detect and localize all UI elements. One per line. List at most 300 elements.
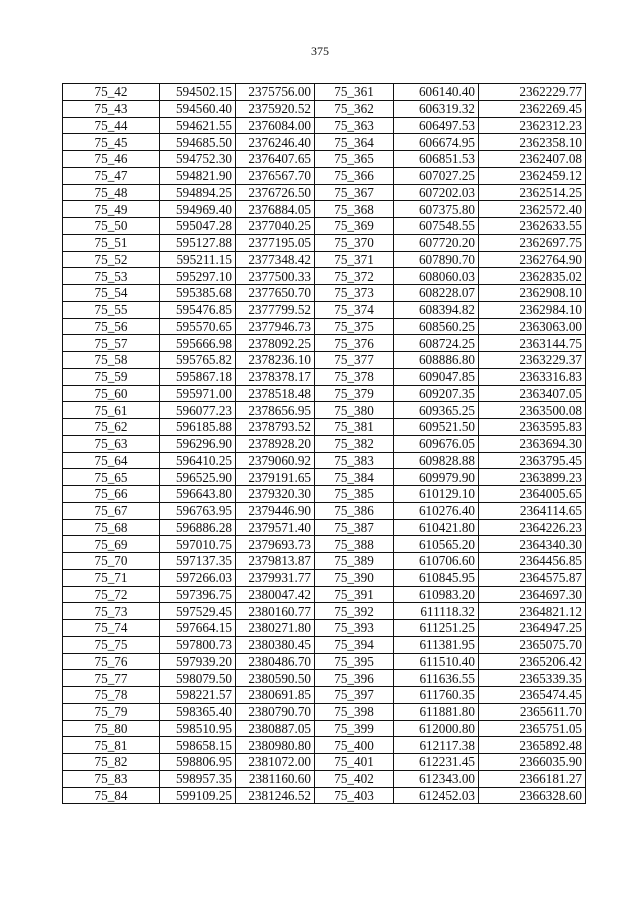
y-coord-right: 2365075.70 [479, 636, 586, 653]
point-id-right: 75_390 [315, 569, 394, 586]
y-coord-right: 2364456.85 [479, 553, 586, 570]
x-coord-right: 606140.40 [394, 84, 479, 101]
table-row [63, 201, 586, 218]
table-row [63, 737, 586, 754]
x-coord-right: 609365.25 [394, 402, 479, 419]
x-coord-right: 609207.35 [394, 385, 479, 402]
table-row [63, 603, 586, 620]
x-coord-left: 596763.95 [160, 502, 236, 519]
y-coord-left: 2379060.92 [236, 452, 315, 469]
x-coord-left: 598510.95 [160, 720, 236, 737]
x-coord-right: 607375.80 [394, 201, 479, 218]
x-coord-left: 598658.15 [160, 737, 236, 754]
y-coord-left: 2377348.42 [236, 251, 315, 268]
y-coord-right: 2363694.30 [479, 435, 586, 452]
point-id-right: 75_364 [315, 134, 394, 151]
x-coord-right: 610421.80 [394, 519, 479, 536]
point-id-left: 75_49 [63, 201, 160, 218]
x-coord-right: 607027.25 [394, 167, 479, 184]
x-coord-right: 612000.80 [394, 720, 479, 737]
point-id-left: 75_77 [63, 670, 160, 687]
x-coord-left: 596185.88 [160, 419, 236, 436]
table-row [63, 167, 586, 184]
y-coord-right: 2364697.30 [479, 586, 586, 603]
x-coord-right: 606497.53 [394, 117, 479, 134]
point-id-left: 75_74 [63, 620, 160, 637]
table-row [63, 84, 586, 101]
table-row [63, 586, 586, 603]
y-coord-right: 2363407.05 [479, 385, 586, 402]
y-coord-left: 2379446.90 [236, 502, 315, 519]
table-row [63, 519, 586, 536]
y-coord-left: 2380160.77 [236, 603, 315, 620]
x-coord-right: 612343.00 [394, 770, 479, 787]
point-id-left: 75_47 [63, 167, 160, 184]
y-coord-right: 2363063.00 [479, 318, 586, 335]
table-row [63, 117, 586, 134]
point-id-left: 75_53 [63, 268, 160, 285]
point-id-left: 75_62 [63, 419, 160, 436]
table-row [63, 770, 586, 787]
y-coord-right: 2362984.10 [479, 301, 586, 318]
point-id-left: 75_65 [63, 469, 160, 486]
point-id-right: 75_365 [315, 151, 394, 168]
y-coord-left: 2381160.60 [236, 770, 315, 787]
x-coord-right: 610983.20 [394, 586, 479, 603]
x-coord-left: 598365.40 [160, 703, 236, 720]
point-id-right: 75_377 [315, 352, 394, 369]
x-coord-left: 596296.90 [160, 435, 236, 452]
y-coord-left: 2379931.77 [236, 569, 315, 586]
x-coord-right: 612452.03 [394, 787, 479, 804]
y-coord-left: 2377195.05 [236, 234, 315, 251]
point-id-left: 75_76 [63, 653, 160, 670]
y-coord-left: 2378793.52 [236, 419, 315, 436]
x-coord-left: 597010.75 [160, 536, 236, 553]
point-id-left: 75_43 [63, 100, 160, 117]
point-id-right: 75_391 [315, 586, 394, 603]
y-coord-left: 2376884.05 [236, 201, 315, 218]
x-coord-right: 611881.80 [394, 703, 479, 720]
x-coord-left: 597266.03 [160, 569, 236, 586]
y-coord-left: 2379571.40 [236, 519, 315, 536]
y-coord-left: 2377040.25 [236, 218, 315, 235]
y-coord-right: 2363595.83 [479, 419, 586, 436]
y-coord-right: 2366181.27 [479, 770, 586, 787]
point-id-right: 75_363 [315, 117, 394, 134]
x-coord-left: 597800.73 [160, 636, 236, 653]
point-id-right: 75_367 [315, 184, 394, 201]
x-coord-right: 612231.45 [394, 754, 479, 771]
y-coord-left: 2378092.25 [236, 335, 315, 352]
x-coord-left: 594560.40 [160, 100, 236, 117]
y-coord-right: 2365339.35 [479, 670, 586, 687]
y-coord-left: 2379693.73 [236, 536, 315, 553]
x-coord-right: 608060.03 [394, 268, 479, 285]
y-coord-left: 2378656.95 [236, 402, 315, 419]
point-id-left: 75_44 [63, 117, 160, 134]
point-id-right: 75_361 [315, 84, 394, 101]
point-id-right: 75_370 [315, 234, 394, 251]
y-coord-left: 2380790.70 [236, 703, 315, 720]
y-coord-left: 2376407.65 [236, 151, 315, 168]
x-coord-left: 598079.50 [160, 670, 236, 687]
x-coord-right: 608394.82 [394, 301, 479, 318]
table-row [63, 151, 586, 168]
table-row [63, 419, 586, 436]
x-coord-left: 596643.80 [160, 486, 236, 503]
table-row [63, 100, 586, 117]
point-id-left: 75_64 [63, 452, 160, 469]
x-coord-right: 608228.07 [394, 285, 479, 302]
x-coord-right: 606674.95 [394, 134, 479, 151]
x-coord-left: 595971.00 [160, 385, 236, 402]
y-coord-left: 2379191.65 [236, 469, 315, 486]
y-coord-right: 2363316.83 [479, 368, 586, 385]
y-coord-left: 2376567.70 [236, 167, 315, 184]
x-coord-left: 597396.75 [160, 586, 236, 603]
table-row [63, 754, 586, 771]
x-coord-left: 595476.85 [160, 301, 236, 318]
point-id-right: 75_368 [315, 201, 394, 218]
point-id-left: 75_51 [63, 234, 160, 251]
x-coord-left: 594894.25 [160, 184, 236, 201]
point-id-left: 75_60 [63, 385, 160, 402]
point-id-right: 75_394 [315, 636, 394, 653]
point-id-right: 75_393 [315, 620, 394, 637]
y-coord-right: 2362459.12 [479, 167, 586, 184]
y-coord-right: 2362269.45 [479, 100, 586, 117]
point-id-right: 75_400 [315, 737, 394, 754]
point-id-right: 75_398 [315, 703, 394, 720]
y-coord-right: 2362764.90 [479, 251, 586, 268]
y-coord-right: 2365892.48 [479, 737, 586, 754]
point-id-left: 75_67 [63, 502, 160, 519]
x-coord-right: 608886.80 [394, 352, 479, 369]
x-coord-right: 609979.90 [394, 469, 479, 486]
point-id-right: 75_375 [315, 318, 394, 335]
coordinates-table-body [63, 84, 586, 804]
y-coord-left: 2380271.80 [236, 620, 315, 637]
table-row [63, 569, 586, 586]
table-row [63, 620, 586, 637]
point-id-right: 75_403 [315, 787, 394, 804]
y-coord-right: 2364114.65 [479, 502, 586, 519]
point-id-left: 75_69 [63, 536, 160, 553]
point-id-right: 75_378 [315, 368, 394, 385]
x-coord-right: 607548.55 [394, 218, 479, 235]
table-row [63, 553, 586, 570]
table-row [63, 636, 586, 653]
table-row [63, 184, 586, 201]
y-coord-left: 2378518.48 [236, 385, 315, 402]
y-coord-right: 2362835.02 [479, 268, 586, 285]
table-row [63, 435, 586, 452]
page-number: 375 [311, 44, 329, 58]
y-coord-left: 2380047.42 [236, 586, 315, 603]
y-coord-right: 2362572.40 [479, 201, 586, 218]
x-coord-left: 595047.28 [160, 218, 236, 235]
y-coord-right: 2365611.70 [479, 703, 586, 720]
x-coord-right: 611118.32 [394, 603, 479, 620]
point-id-right: 75_362 [315, 100, 394, 117]
point-id-left: 75_50 [63, 218, 160, 235]
x-coord-right: 609047.85 [394, 368, 479, 385]
x-coord-right: 606851.53 [394, 151, 479, 168]
x-coord-left: 595127.88 [160, 234, 236, 251]
y-coord-left: 2380980.80 [236, 737, 315, 754]
y-coord-right: 2363795.45 [479, 452, 586, 469]
y-coord-left: 2380887.05 [236, 720, 315, 737]
y-coord-right: 2364005.65 [479, 486, 586, 503]
table-row [63, 469, 586, 486]
point-id-right: 75_397 [315, 687, 394, 704]
y-coord-right: 2362908.10 [479, 285, 586, 302]
table-row [63, 251, 586, 268]
point-id-left: 75_73 [63, 603, 160, 620]
y-coord-left: 2379320.30 [236, 486, 315, 503]
x-coord-left: 595385.68 [160, 285, 236, 302]
point-id-left: 75_45 [63, 134, 160, 151]
table-row [63, 218, 586, 235]
y-coord-right: 2362312.23 [479, 117, 586, 134]
point-id-right: 75_387 [315, 519, 394, 536]
y-coord-right: 2364575.87 [479, 569, 586, 586]
point-id-left: 75_70 [63, 553, 160, 570]
table-row [63, 703, 586, 720]
table-row [63, 536, 586, 553]
x-coord-left: 598221.57 [160, 687, 236, 704]
x-coord-left: 595297.10 [160, 268, 236, 285]
y-coord-right: 2364340.30 [479, 536, 586, 553]
point-id-left: 75_55 [63, 301, 160, 318]
table-row [63, 502, 586, 519]
x-coord-left: 594685.50 [160, 134, 236, 151]
y-coord-left: 2381072.00 [236, 754, 315, 771]
point-id-left: 75_58 [63, 352, 160, 369]
x-coord-right: 611381.95 [394, 636, 479, 653]
point-id-left: 75_52 [63, 251, 160, 268]
y-coord-left: 2377946.73 [236, 318, 315, 335]
y-coord-right: 2366328.60 [479, 787, 586, 804]
x-coord-right: 606319.32 [394, 100, 479, 117]
point-id-right: 75_395 [315, 653, 394, 670]
y-coord-left: 2377650.70 [236, 285, 315, 302]
x-coord-right: 610565.20 [394, 536, 479, 553]
x-coord-left: 594502.15 [160, 84, 236, 101]
y-coord-right: 2363144.75 [479, 335, 586, 352]
y-coord-left: 2378928.20 [236, 435, 315, 452]
point-id-right: 75_366 [315, 167, 394, 184]
point-id-right: 75_402 [315, 770, 394, 787]
point-id-left: 75_79 [63, 703, 160, 720]
y-coord-left: 2378236.10 [236, 352, 315, 369]
y-coord-left: 2375920.52 [236, 100, 315, 117]
table-row [63, 670, 586, 687]
x-coord-left: 594752.30 [160, 151, 236, 168]
x-coord-right: 610276.40 [394, 502, 479, 519]
x-coord-right: 609676.05 [394, 435, 479, 452]
x-coord-left: 596410.25 [160, 452, 236, 469]
x-coord-left: 595211.15 [160, 251, 236, 268]
point-id-right: 75_372 [315, 268, 394, 285]
point-id-right: 75_401 [315, 754, 394, 771]
point-id-left: 75_78 [63, 687, 160, 704]
table-row [63, 787, 586, 804]
table-row [63, 301, 586, 318]
point-id-left: 75_56 [63, 318, 160, 335]
y-coord-left: 2376246.40 [236, 134, 315, 151]
x-coord-right: 608724.25 [394, 335, 479, 352]
y-coord-right: 2363500.08 [479, 402, 586, 419]
y-coord-right: 2362229.77 [479, 84, 586, 101]
x-coord-left: 597529.45 [160, 603, 236, 620]
table-row [63, 385, 586, 402]
y-coord-right: 2362697.75 [479, 234, 586, 251]
point-id-left: 75_59 [63, 368, 160, 385]
x-coord-right: 607202.03 [394, 184, 479, 201]
y-coord-left: 2380691.85 [236, 687, 315, 704]
x-coord-left: 596077.23 [160, 402, 236, 419]
table-row [63, 452, 586, 469]
x-coord-left: 597137.35 [160, 553, 236, 570]
y-coord-left: 2377799.52 [236, 301, 315, 318]
y-coord-right: 2362633.55 [479, 218, 586, 235]
point-id-left: 75_84 [63, 787, 160, 804]
point-id-right: 75_379 [315, 385, 394, 402]
table-row [63, 318, 586, 335]
point-id-right: 75_371 [315, 251, 394, 268]
y-coord-right: 2365751.05 [479, 720, 586, 737]
y-coord-right: 2365206.42 [479, 653, 586, 670]
x-coord-right: 609521.50 [394, 419, 479, 436]
table-row [63, 368, 586, 385]
point-id-right: 75_389 [315, 553, 394, 570]
y-coord-left: 2381246.52 [236, 787, 315, 804]
table-row [63, 402, 586, 419]
y-coord-left: 2380590.50 [236, 670, 315, 687]
x-coord-right: 610845.95 [394, 569, 479, 586]
x-coord-left: 599109.25 [160, 787, 236, 804]
point-id-left: 75_66 [63, 486, 160, 503]
x-coord-right: 612117.38 [394, 737, 479, 754]
table-row [63, 134, 586, 151]
x-coord-right: 607720.20 [394, 234, 479, 251]
point-id-right: 75_380 [315, 402, 394, 419]
y-coord-left: 2376084.00 [236, 117, 315, 134]
table-row [63, 687, 586, 704]
table-row [63, 720, 586, 737]
y-coord-left: 2379813.87 [236, 553, 315, 570]
x-coord-right: 608560.25 [394, 318, 479, 335]
x-coord-left: 594969.40 [160, 201, 236, 218]
x-coord-left: 594821.90 [160, 167, 236, 184]
y-coord-right: 2364821.12 [479, 603, 586, 620]
x-coord-right: 611760.35 [394, 687, 479, 704]
point-id-left: 75_42 [63, 84, 160, 101]
point-id-left: 75_68 [63, 519, 160, 536]
point-id-right: 75_399 [315, 720, 394, 737]
table-row [63, 653, 586, 670]
x-coord-right: 610129.10 [394, 486, 479, 503]
y-coord-left: 2376726.50 [236, 184, 315, 201]
table-row [63, 285, 586, 302]
point-id-right: 75_396 [315, 670, 394, 687]
point-id-left: 75_72 [63, 586, 160, 603]
point-id-left: 75_63 [63, 435, 160, 452]
x-coord-right: 607890.70 [394, 251, 479, 268]
point-id-right: 75_383 [315, 452, 394, 469]
y-coord-right: 2364226.23 [479, 519, 586, 536]
y-coord-right: 2362358.10 [479, 134, 586, 151]
x-coord-left: 594621.55 [160, 117, 236, 134]
y-coord-right: 2362407.08 [479, 151, 586, 168]
x-coord-right: 609828.88 [394, 452, 479, 469]
y-coord-right: 2363229.37 [479, 352, 586, 369]
y-coord-right: 2363899.23 [479, 469, 586, 486]
x-coord-right: 611510.40 [394, 653, 479, 670]
point-id-left: 75_80 [63, 720, 160, 737]
y-coord-left: 2375756.00 [236, 84, 315, 101]
point-id-left: 75_48 [63, 184, 160, 201]
y-coord-right: 2366035.90 [479, 754, 586, 771]
point-id-right: 75_384 [315, 469, 394, 486]
x-coord-left: 597664.15 [160, 620, 236, 637]
x-coord-right: 611636.55 [394, 670, 479, 687]
x-coord-left: 596525.90 [160, 469, 236, 486]
table-row [63, 234, 586, 251]
point-id-right: 75_386 [315, 502, 394, 519]
x-coord-left: 595867.18 [160, 368, 236, 385]
point-id-right: 75_392 [315, 603, 394, 620]
point-id-left: 75_57 [63, 335, 160, 352]
point-id-left: 75_61 [63, 402, 160, 419]
y-coord-right: 2365474.45 [479, 687, 586, 704]
x-coord-left: 598806.95 [160, 754, 236, 771]
table-row [63, 268, 586, 285]
point-id-left: 75_46 [63, 151, 160, 168]
x-coord-left: 595765.82 [160, 352, 236, 369]
point-id-right: 75_385 [315, 486, 394, 503]
table-row [63, 352, 586, 369]
x-coord-right: 611251.25 [394, 620, 479, 637]
x-coord-left: 595570.65 [160, 318, 236, 335]
y-coord-right: 2362514.25 [479, 184, 586, 201]
y-coord-right: 2364947.25 [479, 620, 586, 637]
x-coord-left: 598957.35 [160, 770, 236, 787]
point-id-right: 75_369 [315, 218, 394, 235]
y-coord-left: 2378378.17 [236, 368, 315, 385]
x-coord-left: 596886.28 [160, 519, 236, 536]
y-coord-left: 2377500.33 [236, 268, 315, 285]
point-id-left: 75_81 [63, 737, 160, 754]
y-coord-left: 2380380.45 [236, 636, 315, 653]
table-row [63, 486, 586, 503]
point-id-right: 75_374 [315, 301, 394, 318]
point-id-left: 75_83 [63, 770, 160, 787]
point-id-right: 75_376 [315, 335, 394, 352]
point-id-right: 75_373 [315, 285, 394, 302]
point-id-right: 75_388 [315, 536, 394, 553]
point-id-left: 75_75 [63, 636, 160, 653]
point-id-right: 75_381 [315, 419, 394, 436]
x-coord-right: 610706.60 [394, 553, 479, 570]
point-id-left: 75_82 [63, 754, 160, 771]
x-coord-left: 597939.20 [160, 653, 236, 670]
coordinates-table [62, 83, 586, 804]
y-coord-left: 2380486.70 [236, 653, 315, 670]
point-id-left: 75_71 [63, 569, 160, 586]
